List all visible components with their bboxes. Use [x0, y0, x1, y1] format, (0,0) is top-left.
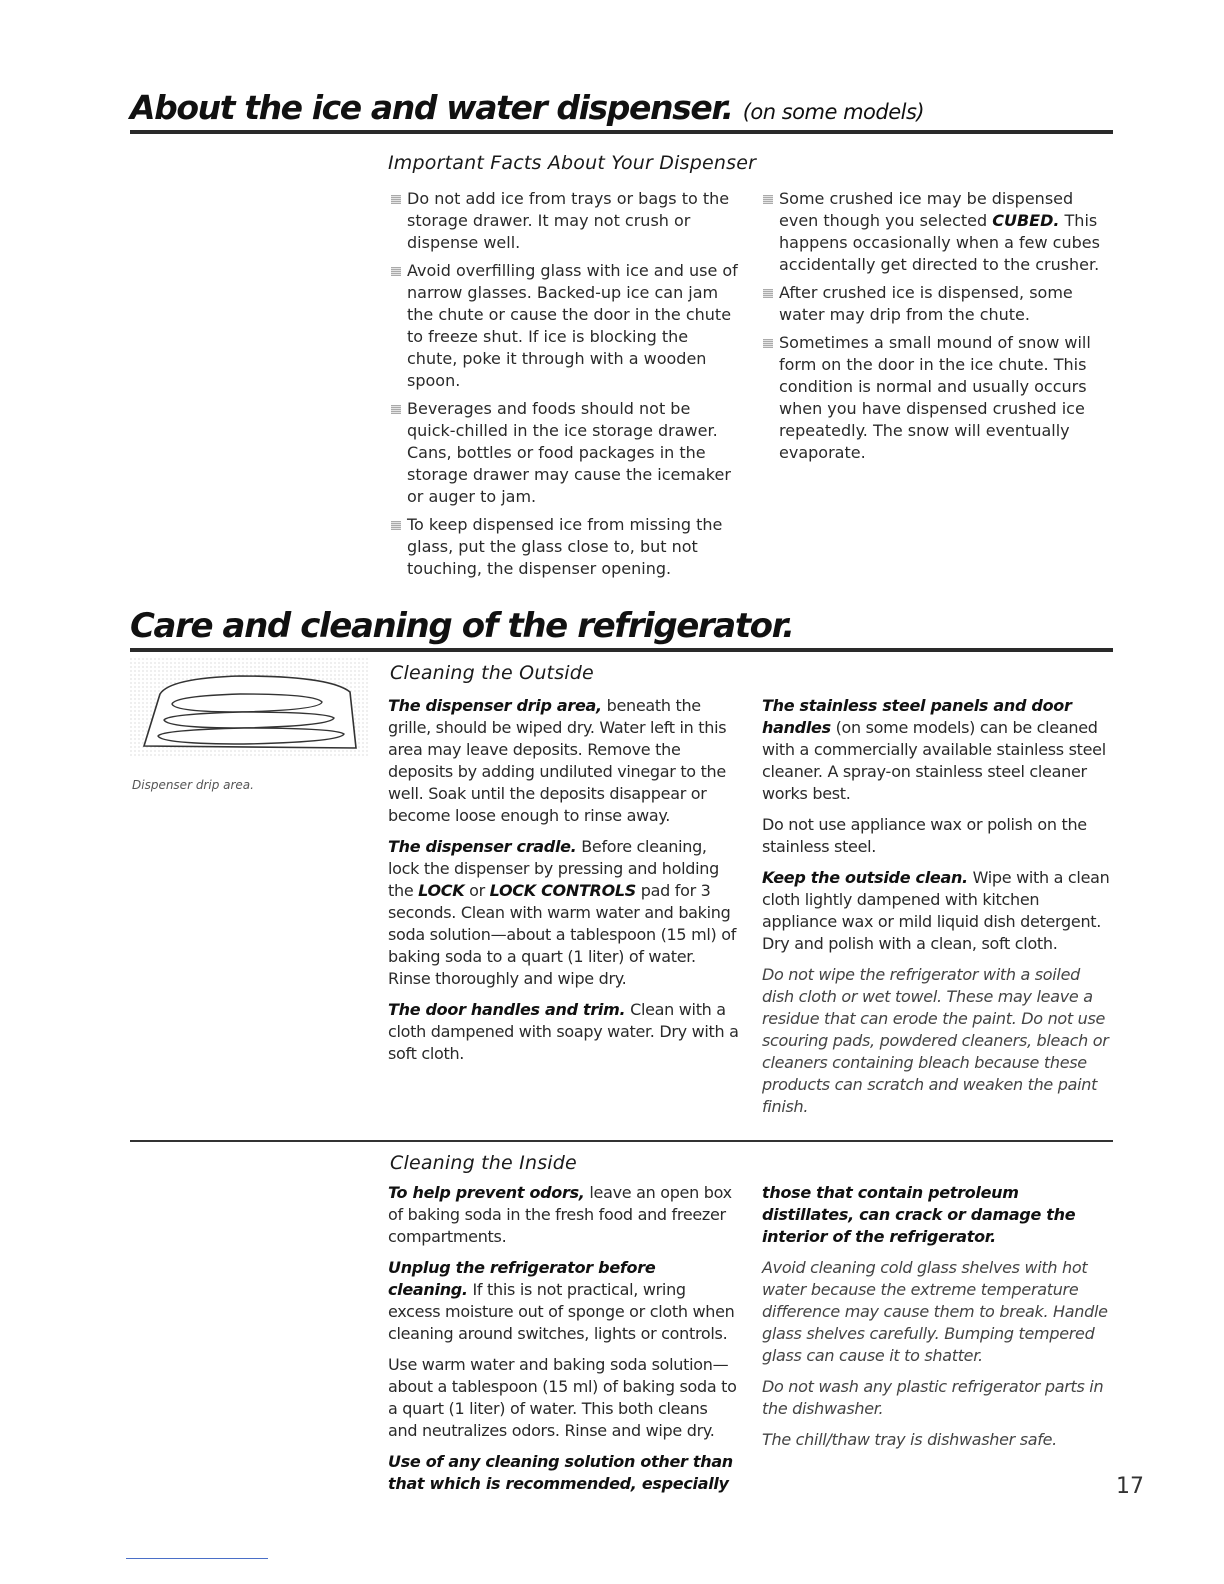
solution-paragraph: Use warm water and baking soda solution—about a tablespoon (15 ml) of baking soda to a quart (1 liter) of water. This both cleans and neutralizes odors. Rinse and wipe dry.: [388, 1355, 737, 1440]
cleaning-outside-heading: Cleaning the Outside: [390, 662, 594, 684]
cleaning-inside-right-column: [762, 1182, 1112, 1460]
paint-caution: Do not wipe the refrigerator with a soiled dish cloth or wet towel. These may leave a residue that can erode the paint. Do not use scouring pads, powdered cleaners, bleach or cleaners containing bleach because these products can scratch and weaken the paint finish.: [762, 965, 1109, 1116]
section-title-care: Care and cleaning of the refrigerator.: [130, 606, 794, 646]
cleaning-inside-heading: Cleaning the Inside: [390, 1152, 577, 1174]
cleaning-outside-left-column: [388, 695, 740, 1074]
list-item: After crushed ice is dispensed, some water may drip from the chute.: [760, 282, 1100, 326]
lock-pad-label: LOCK: [418, 881, 465, 900]
glass-shelves-note: Avoid cleaning cold glass shelves with hot water because the extreme temperature difference may cause them to break. Handle glass shelves carefully. Bumping tempered glass can cause it to shatter.: [762, 1258, 1108, 1365]
dispenser-facts-left-column: [388, 188, 740, 586]
bullet-text: Some crushed ice may be dispensed even though you selected: [779, 189, 1074, 230]
dispenser-drip-area-figure: [130, 658, 370, 774]
paragraph-text: (on some models) can be cleaned with a commercially available stainless steel cleaner. A spray-on stainless steel cleaner works best.: [762, 718, 1106, 803]
cleaning-solution-warning: Use of any cleaning solution other than that which is recommended, especially: [388, 1452, 733, 1493]
list-item: Beverages and foods should not be quick-chilled in the ice storage drawer. Cans, bottles or food packages in the storage drawer may cause the icemaker or auger to jam.: [388, 398, 740, 508]
dispenser-facts-heading: Important Facts About Your Dispenser: [388, 152, 757, 174]
list-item: Sometimes a small mound of snow will form on the door in the ice chute. This condition is normal and usually occurs when you have dispensed crushed ice repeatedly. The snow will eventually evaporate.: [760, 332, 1100, 464]
figure-caption: Dispenser drip area.: [132, 778, 254, 792]
handles-paragraph: [388, 999, 740, 1065]
petroleum-warning: those that contain petroleum distillates, can crack or damage the interior of the refrigerator.: [762, 1183, 1076, 1246]
keep-clean-paragraph: [762, 867, 1112, 955]
paragraph-text: If this is not practical, wring excess moisture out of sponge or cloth when cleaning around switches, lights or controls.: [388, 1280, 735, 1343]
cleaning-outside-right-column: [762, 695, 1112, 1127]
dishwasher-note: Do not wash any plastic refrigerator parts in the dishwasher.: [762, 1377, 1104, 1418]
stainless-paragraph: [762, 695, 1112, 805]
drip-tray-illustration: [130, 658, 370, 774]
page-number: 17: [1116, 1474, 1144, 1499]
cubed-setting: CUBED.: [992, 211, 1060, 230]
odors-paragraph: [388, 1182, 740, 1248]
chill-thaw-note: The chill/thaw tray is dishwasher safe.: [762, 1430, 1057, 1449]
wax-note: Do not use appliance wax or polish on the stainless steel.: [762, 815, 1087, 856]
paragraph-lead: The stainless steel panels and door handles: [762, 696, 1072, 737]
drip-area-paragraph: [388, 695, 740, 827]
lock-controls-pad-label: LOCK CONTROLS: [489, 881, 636, 900]
unplug-paragraph: [388, 1257, 740, 1345]
section-subtitle: (on some models): [742, 100, 925, 124]
cleaning-inside-left-column: [388, 1182, 740, 1504]
paragraph-text: leave an open box of baking soda in the fresh food and freezer compartments.: [388, 1183, 732, 1246]
paragraph-lead: The dispenser cradle.: [388, 837, 577, 856]
paragraph-text: pad for 3 seconds. Clean with warm water and baking soda solution—about a tablespoon (15 ml) of baking soda to a quart (1 liter) of water. Rinse thoroughly and wipe dry.: [388, 881, 737, 988]
paragraph-lead: Unplug the refrigerator before cleaning.: [388, 1258, 656, 1299]
dispenser-facts-right-column: [760, 188, 1100, 470]
list-item: [760, 188, 1100, 276]
list-item: Avoid overfilling glass with ice and use of narrow glasses. Backed-up ice can jam the chute or cause the door in the chute to freeze shut. If ice is blocking the chute, poke it through with a wooden spoon.: [388, 260, 740, 392]
paragraph-lead: The door handles and trim.: [388, 1000, 626, 1019]
paragraph-text: beneath the grille, should be wiped dry. Water left in this area may leave deposits. Remove the deposits by adding undiluted vinegar to the well. Soak until the deposits disappear or become loose enough to rinse away.: [388, 696, 727, 825]
section-title-text: About the ice and water dispenser.: [130, 88, 733, 127]
section-rule: [130, 130, 1113, 134]
paragraph-lead: Keep the outside clean.: [762, 868, 968, 887]
paragraph-text: or: [464, 881, 490, 900]
subsection-rule: [130, 1140, 1113, 1142]
list-item: Do not add ice from trays or bags to the storage drawer. It may not crush or dispense well.: [388, 188, 740, 254]
paragraph-text: Wipe with a clean cloth lightly dampened with kitchen appliance wax or mild liquid dish detergent. Dry and polish with a clean, soft cloth.: [762, 868, 1110, 953]
cradle-paragraph: [388, 836, 740, 990]
section-rule: [130, 648, 1113, 652]
footer-rule: [126, 1558, 268, 1559]
section-title-dispenser: [130, 88, 924, 127]
bullet-text: This happens occasionally when a few cubes accidentally get directed to the crusher.: [779, 211, 1100, 274]
paragraph-lead: The dispenser drip area,: [388, 696, 602, 715]
paragraph-lead: To help prevent odors,: [388, 1183, 585, 1202]
list-item: To keep dispensed ice from missing the glass, put the glass close to, but not touching, the dispenser opening.: [388, 514, 740, 580]
paragraph-text: Before cleaning, lock the dispenser by pressing and holding the: [388, 837, 719, 900]
paragraph-text: Clean with a cloth dampened with soapy water. Dry with a soft cloth.: [388, 1000, 739, 1063]
